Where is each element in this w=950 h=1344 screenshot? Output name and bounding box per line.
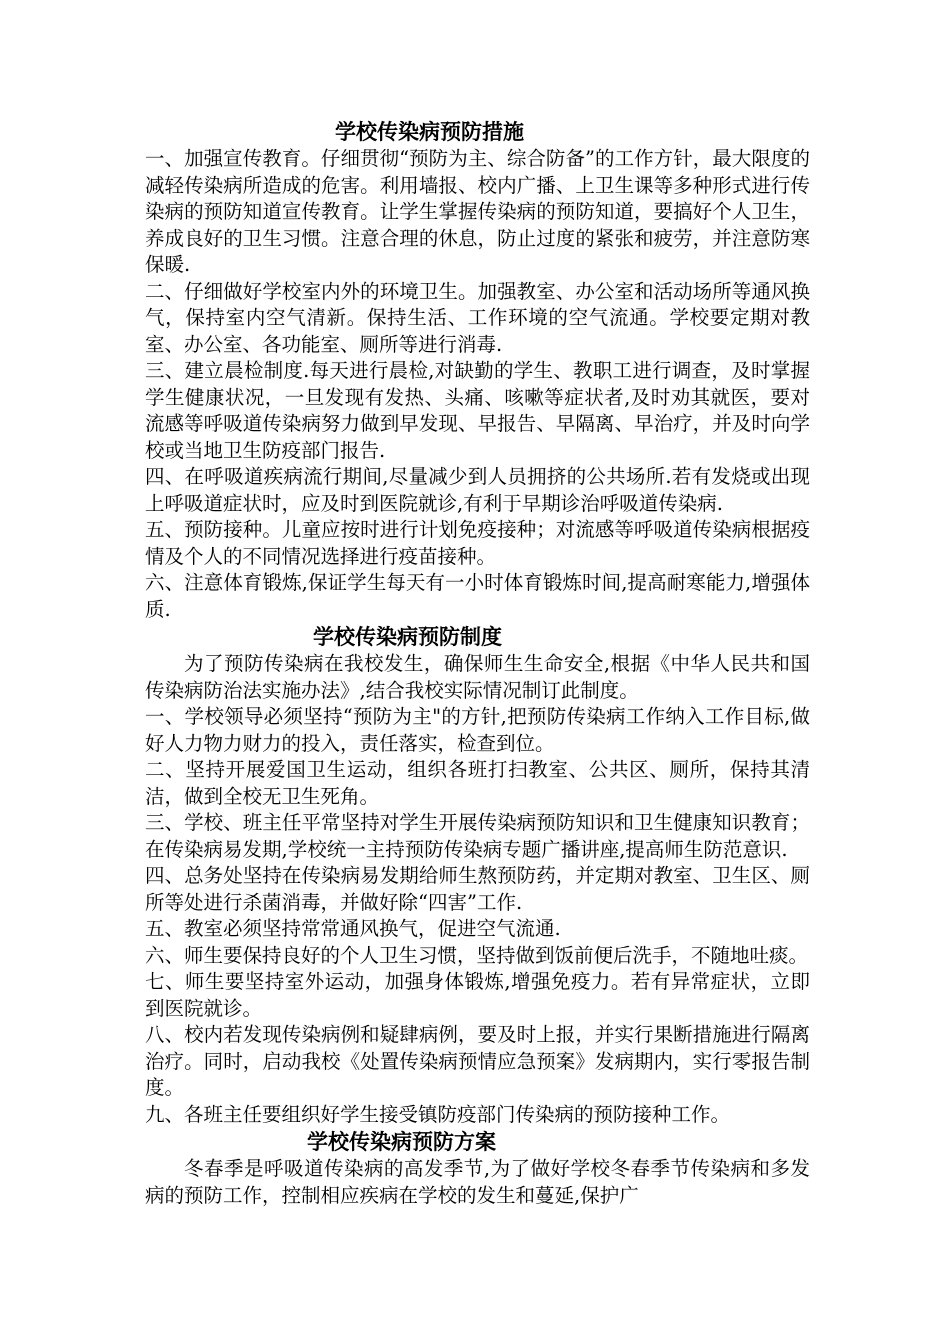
system-item-2: 二、坚持开展爱国卫生运动，组织各班打扫教室、公共区、厕所，保持其清洁，做到全校无卫生死角。 bbox=[145, 758, 810, 808]
system-intro: 为了预防传染病在我校发生，确保师生生命安全,根据《中华人民共和国传染病防治法实施办法》,结合我校实际情况制订此制度。 bbox=[145, 652, 810, 702]
section-title-plan: 学校传染病预防方案 bbox=[307, 1129, 496, 1154]
system-item-4: 四、总务处坚持在传染病易发期给师生熬预防药，并定期对教室、卫生区、厕所等处进行杀菌消毒，并做好除“四害”工作. bbox=[145, 864, 810, 914]
measures-item-5: 五、预防接种。儿童应按时进行计划免疫接种；对流感等呼吸道传染病根据疫情及个人的不同情况选择进行疫苗接种。 bbox=[145, 518, 810, 568]
system-item-6: 六、师生要保持良好的个人卫生习惯，坚持做到饭前便后洗手，不随地吐痰。 bbox=[145, 943, 809, 967]
measures-item-6: 六、注意体育锻炼,保证学生每天有一小时体育锻炼时间,提高耐寒能力,增强体质. bbox=[145, 571, 810, 621]
system-item-1: 一、学校领导必须坚持“预防为主"的方针,把预防传染病工作纳入工作目标,做好人力物力财力的投入，责任落实，检查到位。 bbox=[145, 705, 810, 755]
system-item-9: 九、各班主任要组织好学生接受镇防疫部门传染病的预防接种工作。 bbox=[145, 1102, 731, 1126]
plan-intro: 冬春季是呼吸道传染病的高发季节,为了做好学校冬春季节传染病和多发病的预防工作，控制相应疾病在学校的发生和蔓延,保护广 bbox=[145, 1157, 810, 1207]
system-item-5: 五、教室必须坚持常常通风换气，促进空气流通. bbox=[145, 917, 561, 940]
measures-item-1: 一、加强宣传教育。仔细贯彻“预防为主、综合防备”的工作方针，最大限度的减轻传染病所造成的危害。利用墙报、校内广播、上卫生课等多种形式进行传染病的预防知道宣传教育。让学生掌握传染病的预防知道，要搞好个人卫生，养成良好的卫生习惯。注意合理的休息，防止过度的紧张和疲劳，并注意防寒保暖. bbox=[145, 147, 810, 276]
system-item-3: 三、学校、班主任平常坚持对学生开展传染病预防知识和卫生健康知识教育；在传染病易发期,学校统一主持预防传染病专题广播讲座,提高师生防范意识. bbox=[145, 811, 810, 861]
document-page bbox=[145, 118, 810, 1209]
system-item-8: 八、校内若发现传染病例和疑肆病例，要及时上报，并实行果断措施进行隔离治疗。同时，启动我校《处置传染病预情应急预案》发病期内，实行零报告制度。 bbox=[145, 1023, 810, 1099]
system-item-7: 七、师生要坚持室外运动，加强身体锻炼,增强免疫力。若有异常症状，立即到医院就诊。 bbox=[145, 970, 810, 1020]
section-title-system: 学校传染病预防制度 bbox=[313, 624, 502, 649]
measures-item-3: 三、建立晨检制度.每天进行晨检,对缺勤的学生、教职工进行调查，及时掌握学生健康状况，一旦发现有发热、头痛、咳嗽等症状者,及时劝其就医，要对流感等呼吸道传染病努力做到早发现、早报告、早隔离、早治疗，并及时向学校或当地卫生防疫部门报告. bbox=[145, 359, 810, 462]
measures-item-4: 四、在呼吸道疾病流行期间,尽量减少到人员拥挤的公共场所.若有发烧或出现上呼吸道症状时，应及时到医院就诊,有利于早期诊治呼吸道传染病. bbox=[145, 465, 810, 515]
section-title-measures: 学校传染病预防措施 bbox=[335, 119, 524, 144]
measures-item-2: 二、仔细做好学校室内外的环境卫生。加强教室、办公室和活动场所等通风换气，保持室内空气清新。保持生活、工作环境的空气流通。学校要定期对教室、办公室、各功能室、厕所等进行消毒. bbox=[145, 279, 810, 356]
